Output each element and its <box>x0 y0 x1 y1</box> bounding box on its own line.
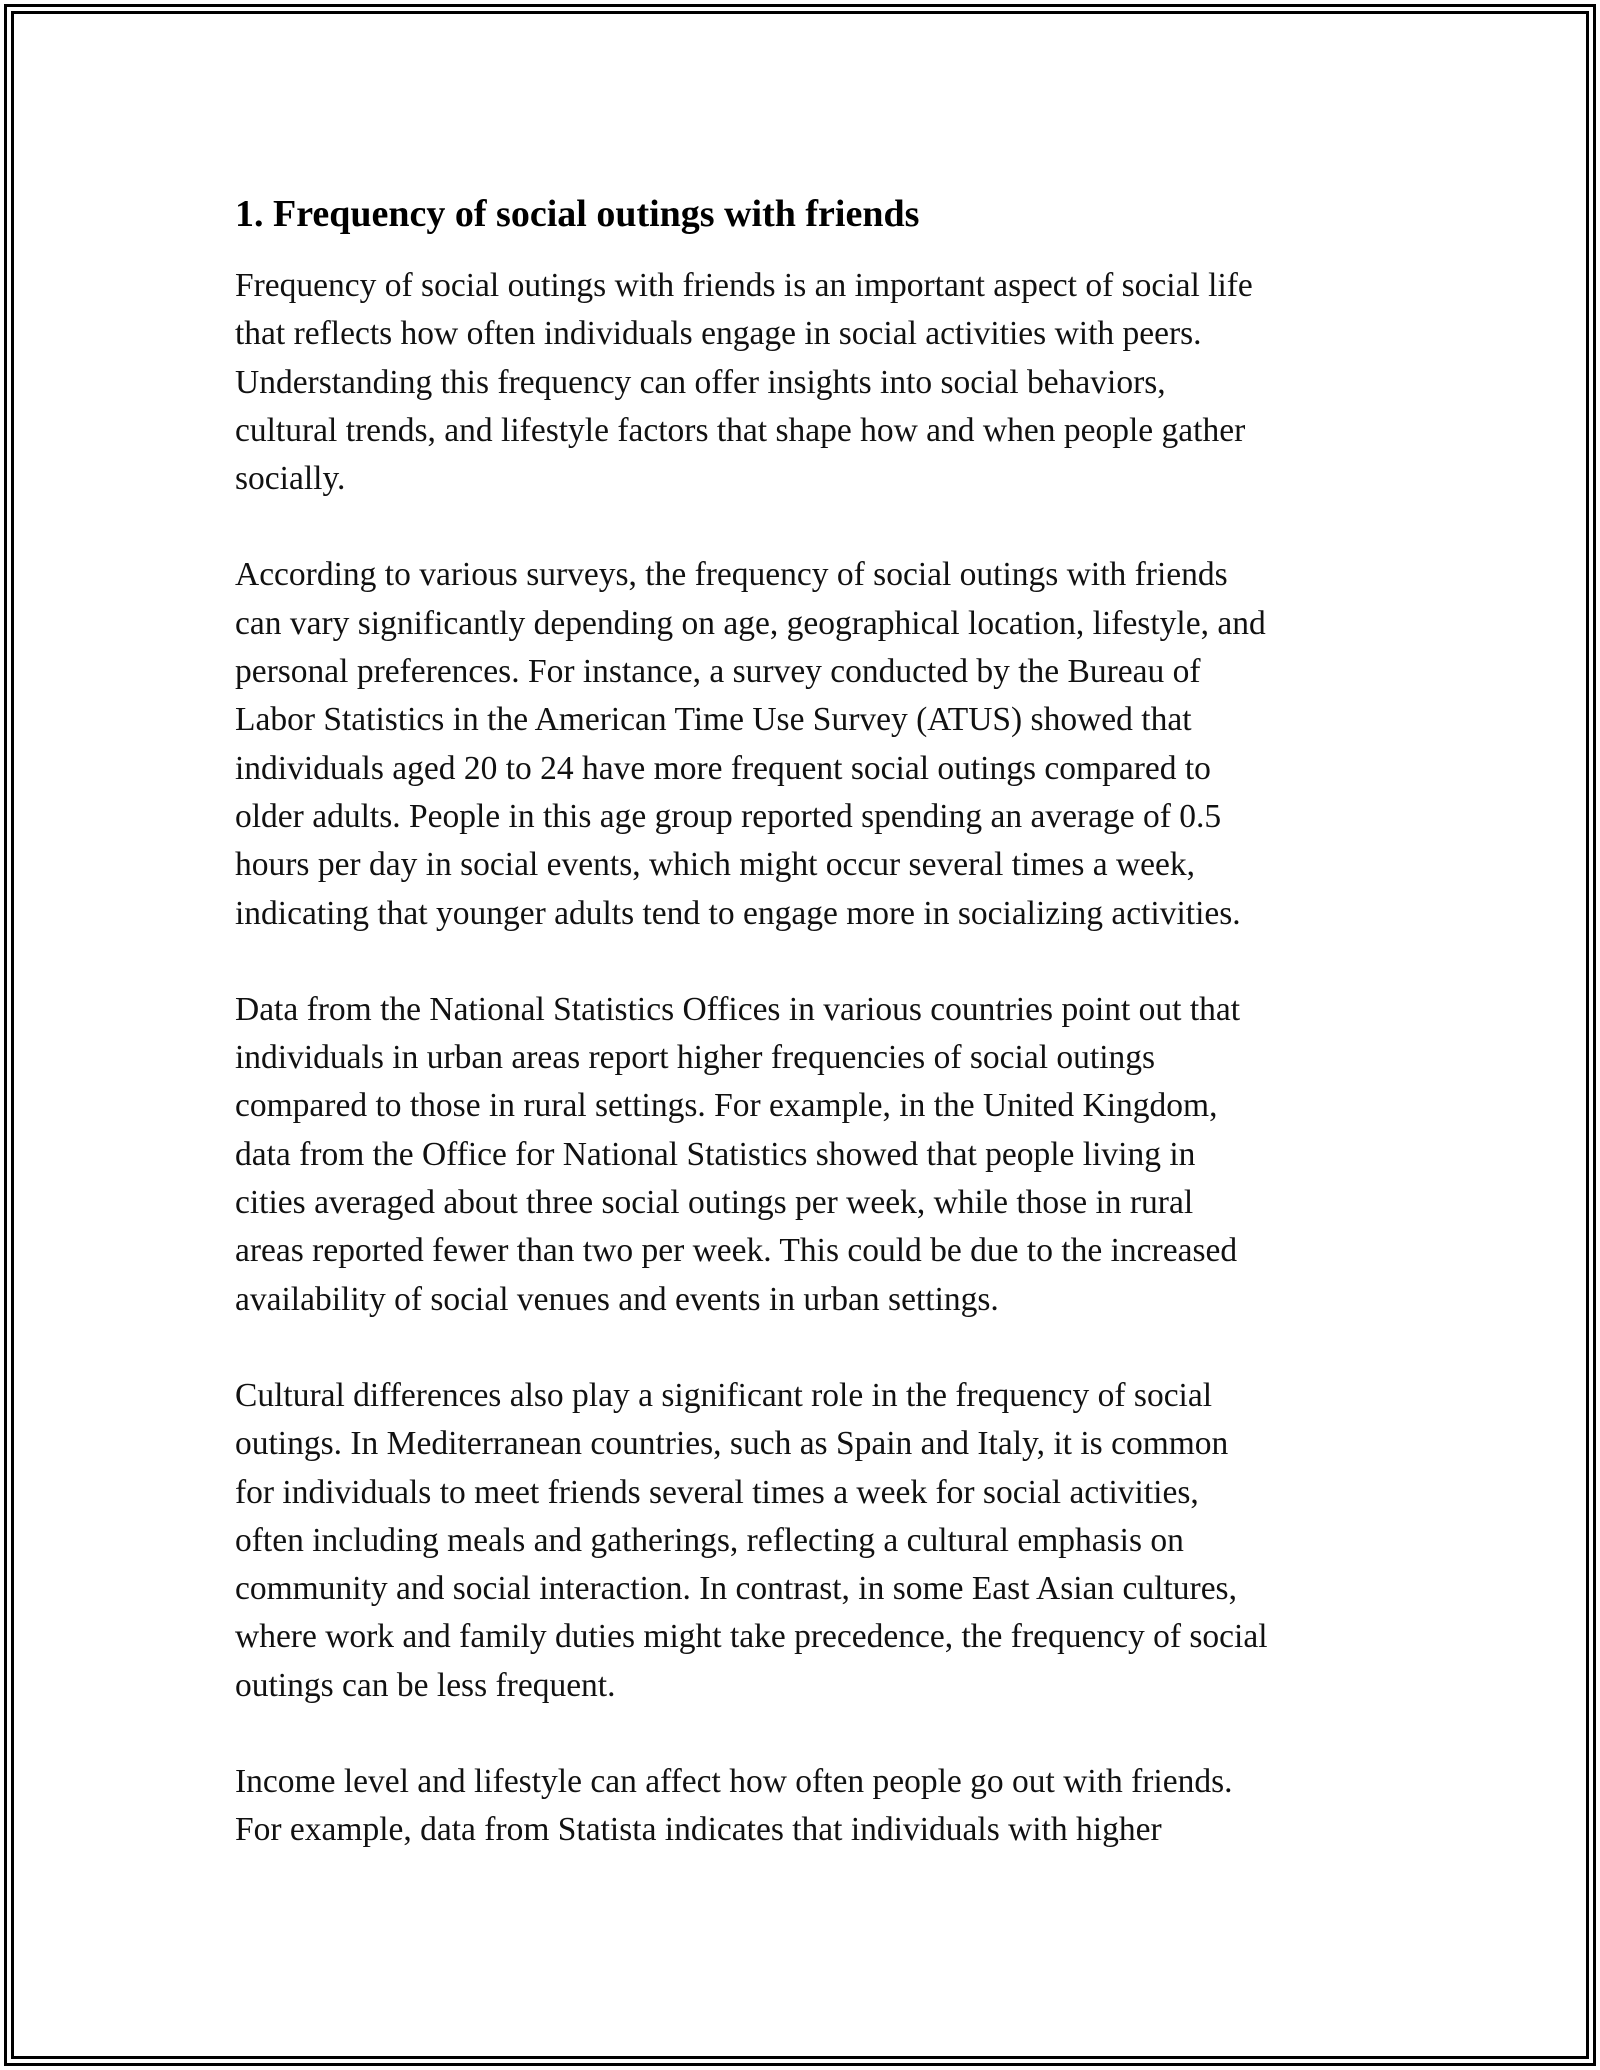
text-line: where work and family duties might take precedence, the frequency of social <box>235 1618 1268 1656</box>
document-body <box>235 188 1385 1903</box>
text-line: availability of social venues and events in urban settings. <box>235 1280 999 1318</box>
text-line: individuals aged 20 to 24 have more frequent social outings compared to <box>235 749 1211 787</box>
text-line: can vary significantly depending on age, geographical location, lifestyle, and <box>235 604 1266 642</box>
text-line: community and social interaction. In contrast, in some East Asian cultures, <box>235 1570 1237 1608</box>
section-heading: 1. Frequency of social outings with friends <box>235 193 920 235</box>
text-line: cultural trends, and lifestyle factors that shape how and when people gather <box>235 411 1246 449</box>
text-line: For example, data from Statista indicates that individuals with higher <box>235 1811 1162 1849</box>
text-line: Data from the National Statistics Offices in various countries point out that <box>235 990 1241 1028</box>
text-line: areas reported fewer than two per week. This could be due to the increased <box>235 1232 1238 1270</box>
text-line: According to various surveys, the frequency of social outings with friends <box>235 556 1228 594</box>
paragraph-intro <box>235 262 1385 503</box>
text-line: personal preferences. For instance, a survey conducted by the Bureau of <box>235 653 1201 691</box>
text-line: outings can be less frequent. <box>235 1666 616 1704</box>
text-line: cities averaged about three social outings per week, while those in rural <box>235 1184 1194 1222</box>
paragraph-cultural <box>235 1372 1385 1710</box>
text-line: Frequency of social outings with friends is an important aspect of social life <box>235 267 1253 304</box>
text-line: Understanding this frequency can offer insights into social behaviors, <box>235 363 1166 401</box>
text-line: for individuals to meet friends several times a week for social activities, <box>235 1473 1199 1511</box>
text-line: indicating that younger adults tend to engage more in socializing activities. <box>235 894 1241 932</box>
text-line: often including meals and gatherings, reflecting a cultural emphasis on <box>235 1521 1184 1559</box>
text-line: older adults. People in this age group reported spending an average of 0.5 <box>235 797 1222 835</box>
text-line: hours per day in social events, which might occur several times a week, <box>235 846 1196 884</box>
text-line: individuals in urban areas report higher frequencies of social outings <box>235 1039 1156 1077</box>
paragraph-surveys <box>235 551 1385 937</box>
text-line: Labor Statistics in the American Time Use Survey (ATUS) showed that <box>235 701 1192 739</box>
paragraph-income <box>235 1758 1385 1855</box>
text-line: socially. <box>235 460 346 498</box>
text-line: Income level and lifestyle can affect how often people go out with friends. <box>235 1763 1233 1801</box>
text-line: that reflects how often individuals engage in social activities with peers. <box>235 315 1202 353</box>
text-line: Cultural differences also play a significant role in the frequency of social <box>235 1376 1213 1414</box>
paragraph-urban-rural <box>235 986 1385 1324</box>
text-line: data from the Office for National Statistics showed that people living in <box>235 1135 1196 1173</box>
text-line: outings. In Mediterranean countries, such as Spain and Italy, it is common <box>235 1425 1229 1463</box>
text-line: compared to those in rural settings. For example, in the United Kingdom, <box>235 1087 1218 1125</box>
